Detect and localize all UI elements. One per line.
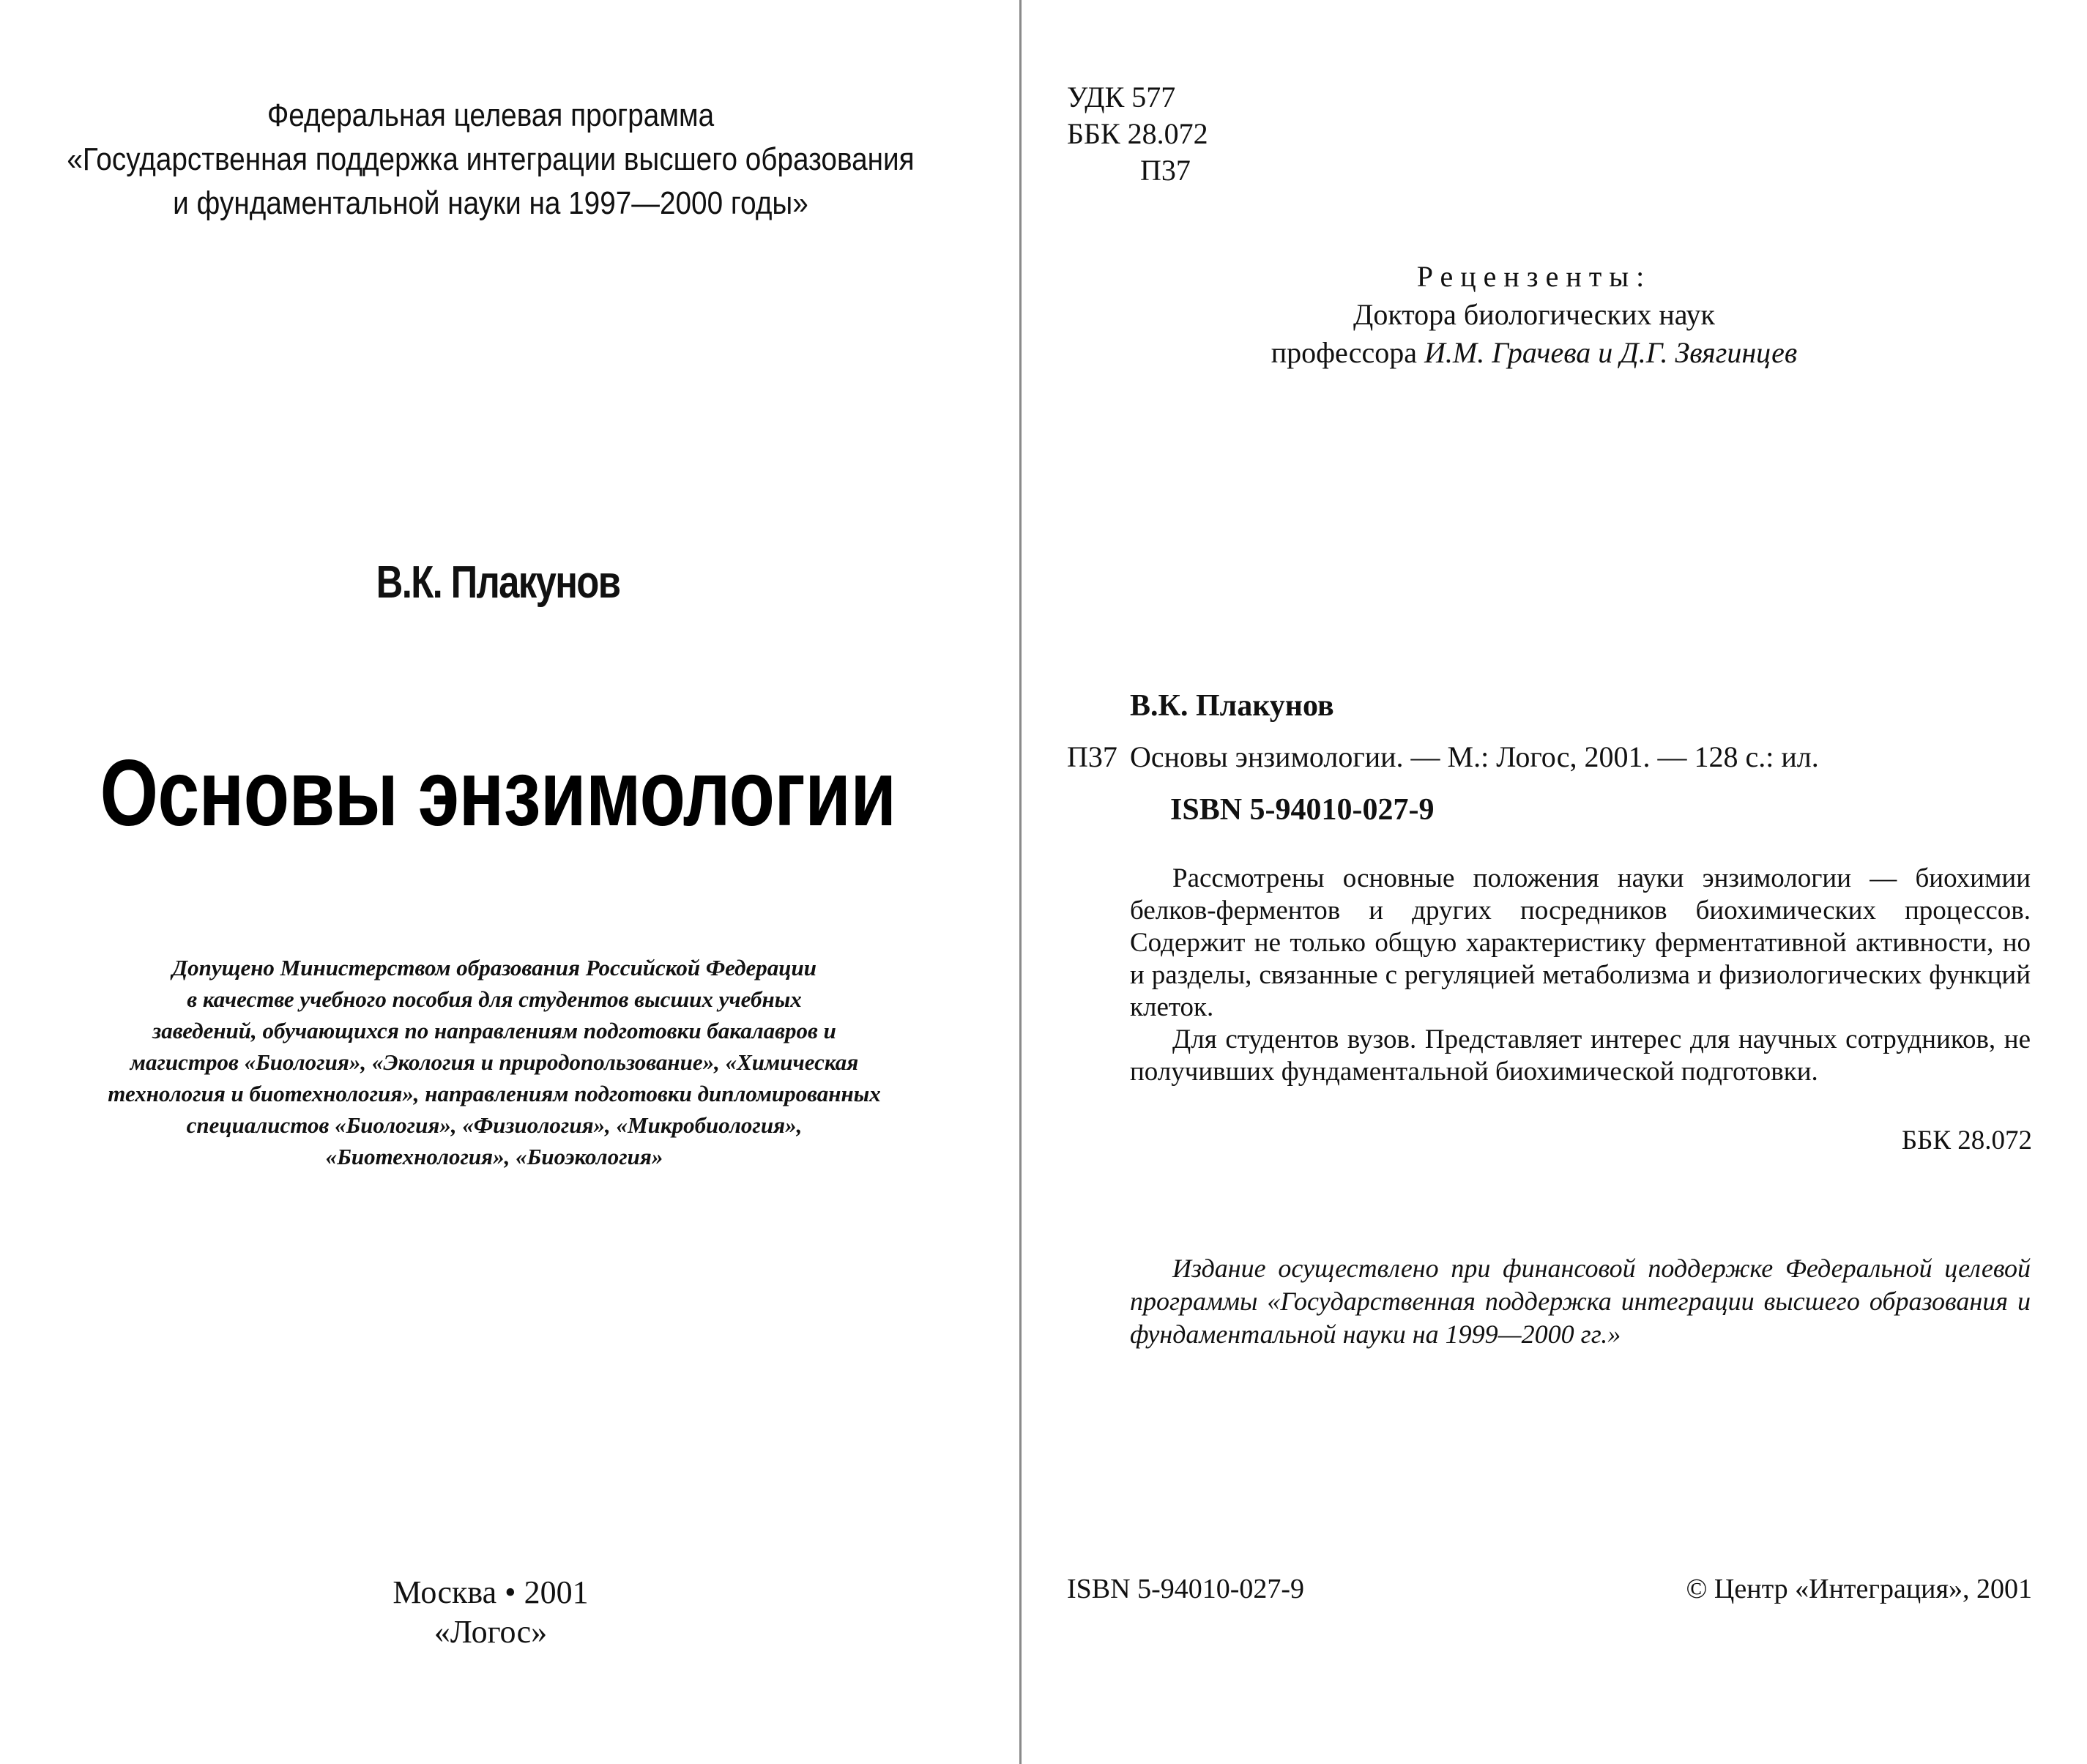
funding-note: Издание осуществлено при финансовой поддержке Федеральной целевой программы «Государственная поддержка интеграции высшего образования и фундаментальной науки на 1999—2000 гг.» xyxy=(1130,1254,2031,1349)
author-name: В.К. Плакунов xyxy=(376,557,620,608)
reviewers-prefix: профессора xyxy=(1271,336,1418,369)
ministry-approval xyxy=(15,952,974,1172)
abstract-paragraph: Для студентов вузов. Представляет интерес для научных сотрудников, не получивших фундаментальной биохимической подготовки. xyxy=(1130,1024,2031,1087)
reviewers-degree: Доктора биологических наук xyxy=(1353,298,1715,331)
isbn-bottom: ISBN 5-94010-027-9 xyxy=(1067,1574,1305,1604)
biblio-code: П37 xyxy=(1067,740,1117,773)
catalog-author: В.К. Плакунов xyxy=(1130,689,1334,723)
approval-line: «Биотехнология», «Биоэкология» xyxy=(325,1144,663,1169)
approval-line: Допущено Министерством образования Российской Федерации xyxy=(171,955,817,980)
abstract-paragraph: Рассмотрены основные положения науки энзимологии — биохимии белков-ферментов и других посредников биохимических процессов. Содержит не только общую характеристику ферментативной активности, но и разделы, связанные с регуляцией метаболизма и физиологических функций клеток. xyxy=(1130,863,2031,1022)
approval-line: магистров «Биология», «Экология и природопользование», «Химическая xyxy=(130,1049,859,1075)
reviewers-block xyxy=(1205,258,1864,372)
reviewers-names: И.М. Грачева и Д.Г. Звягинцев xyxy=(1424,336,1798,369)
program-heading xyxy=(59,94,922,226)
approval-line: в качестве учебного пособия для студентов высших учебных xyxy=(187,986,802,1012)
author-mark: П37 xyxy=(1140,154,1191,187)
approval-line: технология и биотехнология», направлениям подготовки дипломированных xyxy=(108,1081,881,1106)
program-line: и фундаментальной науки на 1997—2000 годы» xyxy=(173,185,808,221)
reviewers-line xyxy=(1205,334,1864,372)
abstract xyxy=(1130,863,2031,1088)
classification-codes xyxy=(1067,79,1208,189)
isbn-main: ISBN 5-94010-027-9 xyxy=(1170,793,1435,827)
bbk-code: ББК 28.072 xyxy=(1067,117,1208,150)
publisher-name: «Логос» xyxy=(434,1614,548,1650)
approval-line: специалистов «Биология», «Физиология», «Микробиология», xyxy=(186,1112,803,1138)
copyright-notice: © Центр «Интеграция», 2001 xyxy=(1686,1574,2032,1604)
udk-code: УДК 577 xyxy=(1067,81,1176,113)
bbk-footer-code: ББК 28.072 xyxy=(1901,1125,2032,1155)
imprint xyxy=(0,1573,981,1652)
right-page xyxy=(1022,0,2087,1764)
city-year: Москва • 2001 xyxy=(393,1574,589,1610)
biblio-reference: Основы энзимологии. — М.: Логос, 2001. — 128 с.: ил. xyxy=(1130,740,1819,773)
reviewers-heading: Рецензенты: xyxy=(1416,260,1652,293)
program-line: «Государственная поддержка интеграции высшего образования xyxy=(67,141,915,177)
book-title: Основы энзимологии xyxy=(100,741,896,846)
program-line: Федеральная целевая программа xyxy=(267,97,715,133)
approval-line: заведений, обучающихся по направлениям подготовки бакалавров и xyxy=(152,1018,836,1043)
left-page xyxy=(0,0,1019,1764)
